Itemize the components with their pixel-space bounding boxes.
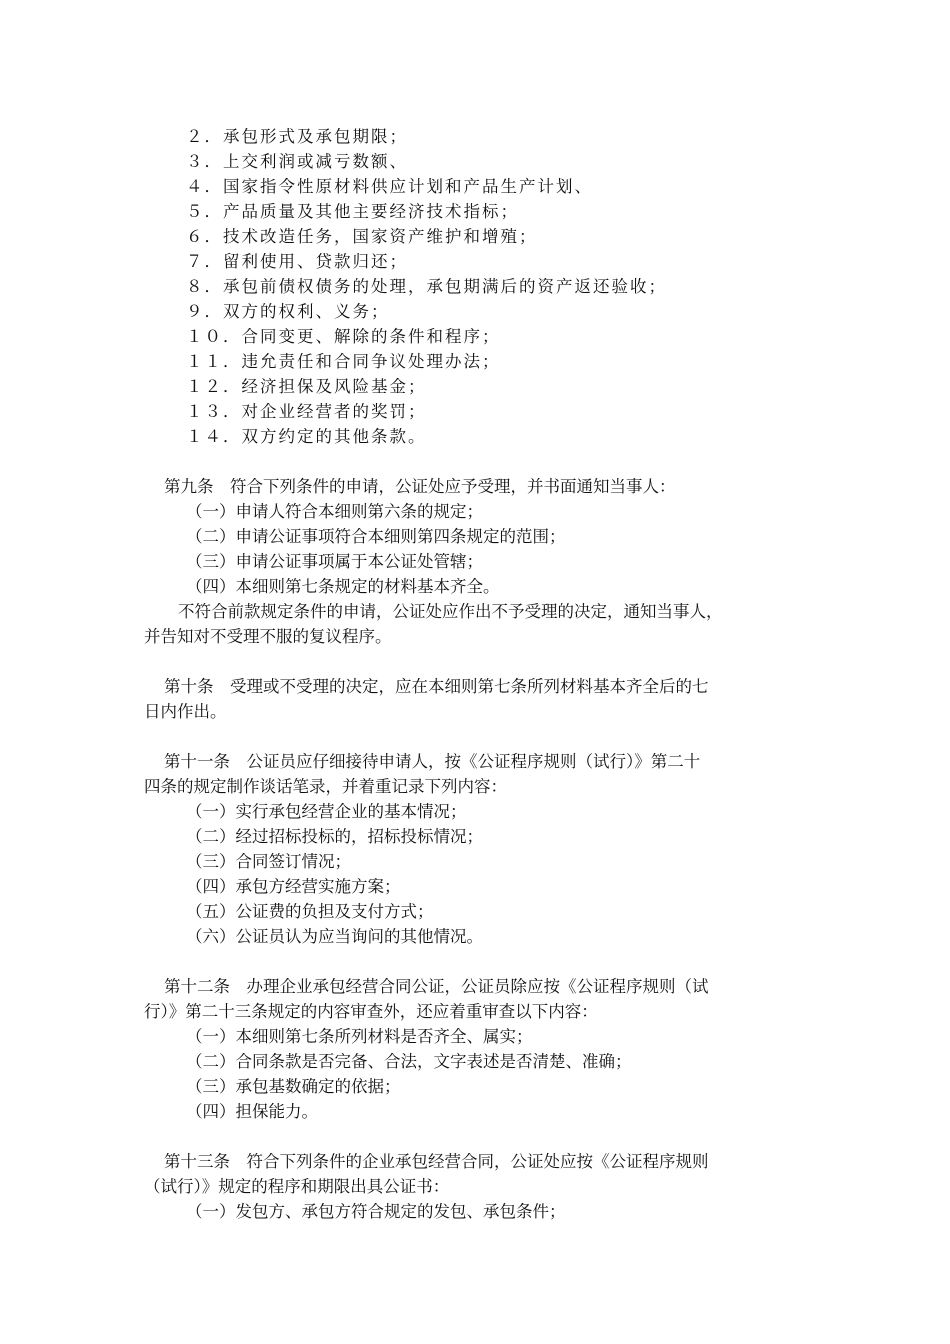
list-item: １２．经济担保及风险基金； bbox=[186, 377, 427, 396]
article-item: （六）公证员认为应当询问的其他情况。 bbox=[186, 927, 483, 946]
article-heading: 第九条 符合下列条件的申请，公证处应予受理，并书面通知当事人： bbox=[164, 477, 676, 496]
paragraph-line: 并告知对不受理不服的复议程序。 bbox=[144, 627, 392, 646]
list-item: ５．产品质量及其他主要经济技术指标； bbox=[186, 202, 519, 221]
list-item: ６．技术改造任务，国家资产维护和增殖； bbox=[186, 227, 538, 246]
list-item: １３．对企业经营者的奖罚； bbox=[186, 402, 427, 421]
list-item: ４．国家指令性原材料供应计划和产品生产计划、 bbox=[186, 177, 593, 196]
list-item: ８．承包前债权债务的处理，承包期满后的资产返还验收； bbox=[186, 277, 667, 296]
list-item: １０．合同变更、解除的条件和程序； bbox=[186, 327, 501, 346]
paragraph-line: 四条的规定制作谈话笔录，并着重记录下列内容： bbox=[144, 777, 507, 796]
list-item: １４．双方约定的其他条款。 bbox=[186, 427, 427, 446]
article-item: （二）合同条款是否完备、合法，文字表述是否清楚、准确； bbox=[186, 1052, 632, 1071]
article-item: （四）本细则第七条规定的材料基本齐全。 bbox=[186, 577, 500, 596]
article-item: （二）申请公证事项符合本细则第四条规定的范围； bbox=[186, 527, 566, 546]
article-item: （三）合同签订情况； bbox=[186, 852, 351, 871]
article-item: （一）实行承包经营企业的基本情况； bbox=[186, 802, 467, 821]
paragraph-line: （试行）》规定的程序和期限出具公证书： bbox=[144, 1177, 450, 1196]
article-item: （三）承包基数确定的依据； bbox=[186, 1077, 401, 1096]
article-heading: 第十三条 符合下列条件的企业承包经营合同，公证处应按《公证程序规则 bbox=[164, 1152, 709, 1171]
article-item: （二）经过招标投标的，招标投标情况； bbox=[186, 827, 483, 846]
list-item: ２．承包形式及承包期限； bbox=[186, 127, 408, 146]
article-item: （一）申请人符合本细则第六条的规定； bbox=[186, 502, 483, 521]
list-item: ７．留利使用、贷款归还； bbox=[186, 252, 408, 271]
article-item: （三）申请公证事项属于本公证处管辖； bbox=[186, 552, 483, 571]
list-item: ３．上交利润或减亏数额、 bbox=[186, 152, 408, 171]
article-item: （四）承包方经营实施方案； bbox=[186, 877, 401, 896]
list-item: １１．违允责任和合同争议处理办法； bbox=[186, 352, 501, 371]
paragraph-line: 行）》第二十三条规定的内容审查外，还应着重审查以下内容： bbox=[144, 1002, 598, 1021]
paragraph-line: 日内作出。 bbox=[144, 702, 227, 721]
article-item: （一）发包方、承包方符合规定的发包、承包条件； bbox=[186, 1202, 566, 1221]
list-item: ９．双方的权利、义务； bbox=[186, 302, 390, 321]
paragraph-line: 不符合前款规定条件的申请，公证处应作出不予受理的决定，通知当事人， bbox=[178, 602, 723, 621]
article-heading: 第十一条 公证员应仔细接待申请人，按《公证程序规则（试行）》第二十 bbox=[164, 752, 701, 771]
article-item: （四）担保能力。 bbox=[186, 1102, 318, 1121]
article-heading: 第十条 受理或不受理的决定，应在本细则第七条所列材料基本齐全后的七 bbox=[164, 677, 709, 696]
article-item: （五）公证费的负担及支付方式； bbox=[186, 902, 434, 921]
article-item: （一）本细则第七条所列材料是否齐全、属实； bbox=[186, 1027, 533, 1046]
article-heading: 第十二条 办理企业承包经营合同公证，公证员除应按《公证程序规则（试 bbox=[164, 977, 709, 996]
